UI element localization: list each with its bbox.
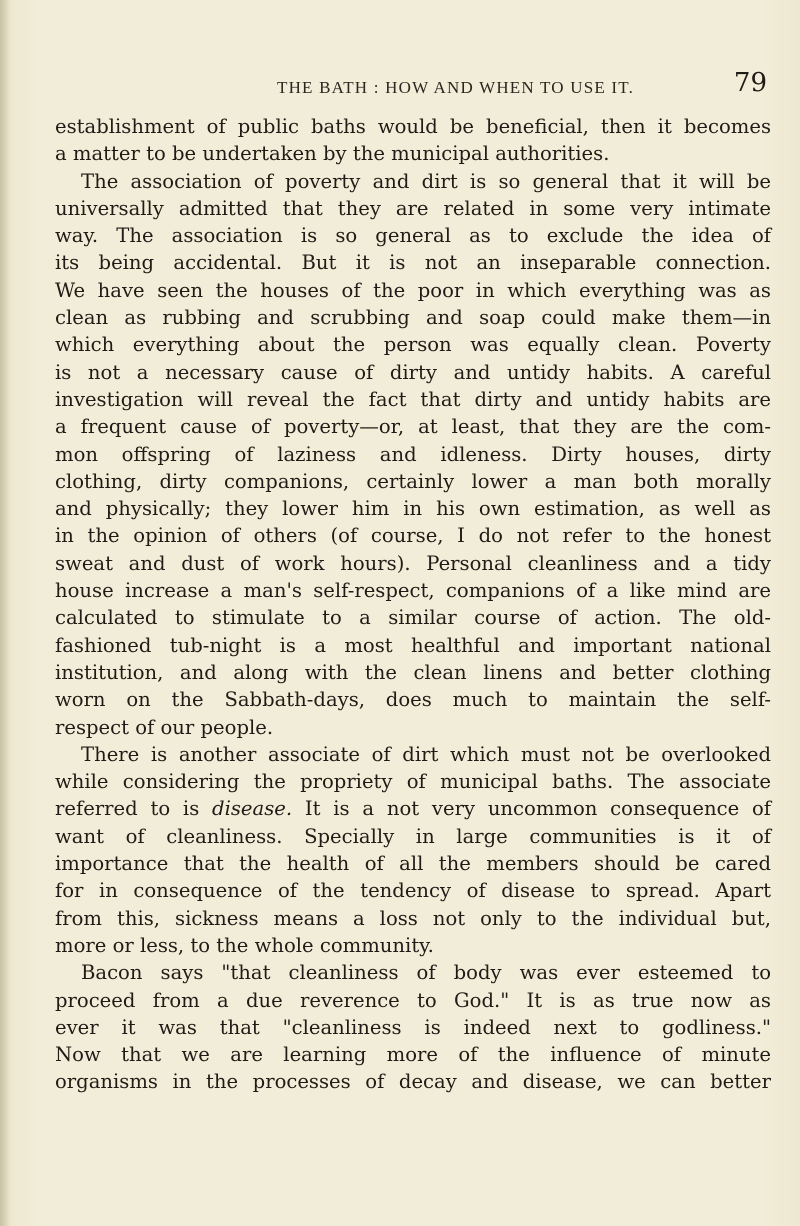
text-line: house increase a man's self-respect, companions of a like mind are (55, 579, 771, 603)
text-line: importance that the health of all the members should be cared (55, 852, 771, 876)
text-line: for in consequence of the tendency of disease to spread. Apart (55, 879, 771, 903)
page-number: 79 (733, 68, 767, 98)
text-line: is not a necessary cause of dirty and untidy habits. A careful (55, 360, 771, 384)
text-line: ever it was that "cleanliness is indeed next to godliness." (55, 1015, 771, 1039)
running-title: THE BATH : HOW AND WHEN TO USE IT. (277, 78, 635, 97)
emphasis-word: disease. (212, 797, 293, 821)
running-head (55, 68, 775, 104)
text-line: want of cleanliness. Specially in large communities is it of (55, 824, 771, 848)
text-line: sweat and dust of work hours). Personal cleanliness and a tidy (55, 551, 771, 575)
text-line: from this, sickness means a loss not only to the individual but, (55, 906, 771, 930)
text-line: clean as rubbing and scrubbing and soap could make them—in (55, 306, 771, 330)
text-line: worn on the Sabbath-days, does much to maintain the self- (55, 688, 771, 712)
page-gutter-shadow (0, 0, 10, 1226)
text-line: We have seen the houses of the poor in which everything was as (55, 278, 771, 302)
text-line: proceed from a due reverence to God." It is as true now as (55, 988, 771, 1012)
text-line: and physically; they lower him in his own estimation, as well as (55, 497, 771, 521)
text-line: respect of our people. (55, 715, 274, 739)
text-line: more or less, to the whole community. (55, 933, 434, 957)
text-line: Bacon says "that cleanliness of body was ever esteemed to (81, 961, 771, 985)
text-line: calculated to stimulate to a similar course of action. The old- (55, 606, 771, 630)
text-line: There is another associate of dirt which must not be overlooked (81, 742, 771, 766)
text-line: The association of poverty and dirt is so general that it will be (81, 169, 771, 193)
text-line: investigation will reveal the fact that dirty and untidy habits are (55, 387, 771, 411)
text-line: establishment of public baths would be beneficial, then it becomes (55, 115, 771, 138)
text-line: organisms in the processes of decay and disease, we can better (55, 1070, 771, 1094)
text-line: way. The association is so general as to exclude the idea of (55, 224, 771, 248)
text-line: clothing, dirty companions, certainly lower a man both morally (55, 469, 771, 493)
body-text (55, 113, 771, 1096)
text-line: mon offspring of laziness and idleness. Dirty houses, dirty (55, 442, 771, 466)
text-line: in the opinion of others (of course, I do not refer to the honest (55, 524, 771, 548)
text-line: institution, and along with the clean linens and better clothing (55, 660, 771, 684)
text-line: Now that we are learning more of the influence of minute (55, 1043, 771, 1067)
text-line: which everything about the person was equally clean. Poverty (55, 333, 771, 357)
text-line: fashioned tub-night is a most healthful and important national (55, 633, 771, 657)
text-line: its being accidental. But it is not an inseparable connection. (55, 251, 771, 275)
text-line: referred to is disease. It is a not very uncommon consequence of (55, 797, 772, 821)
text-line: a frequent cause of poverty—or, at least, that they are the com- (55, 415, 771, 439)
text-line: while considering the propriety of municipal baths. The associate (55, 770, 771, 794)
text-line: universally admitted that they are related in some very intimate (55, 196, 771, 220)
text-line: a matter to be undertaken by the municipal authorities. (55, 142, 610, 166)
